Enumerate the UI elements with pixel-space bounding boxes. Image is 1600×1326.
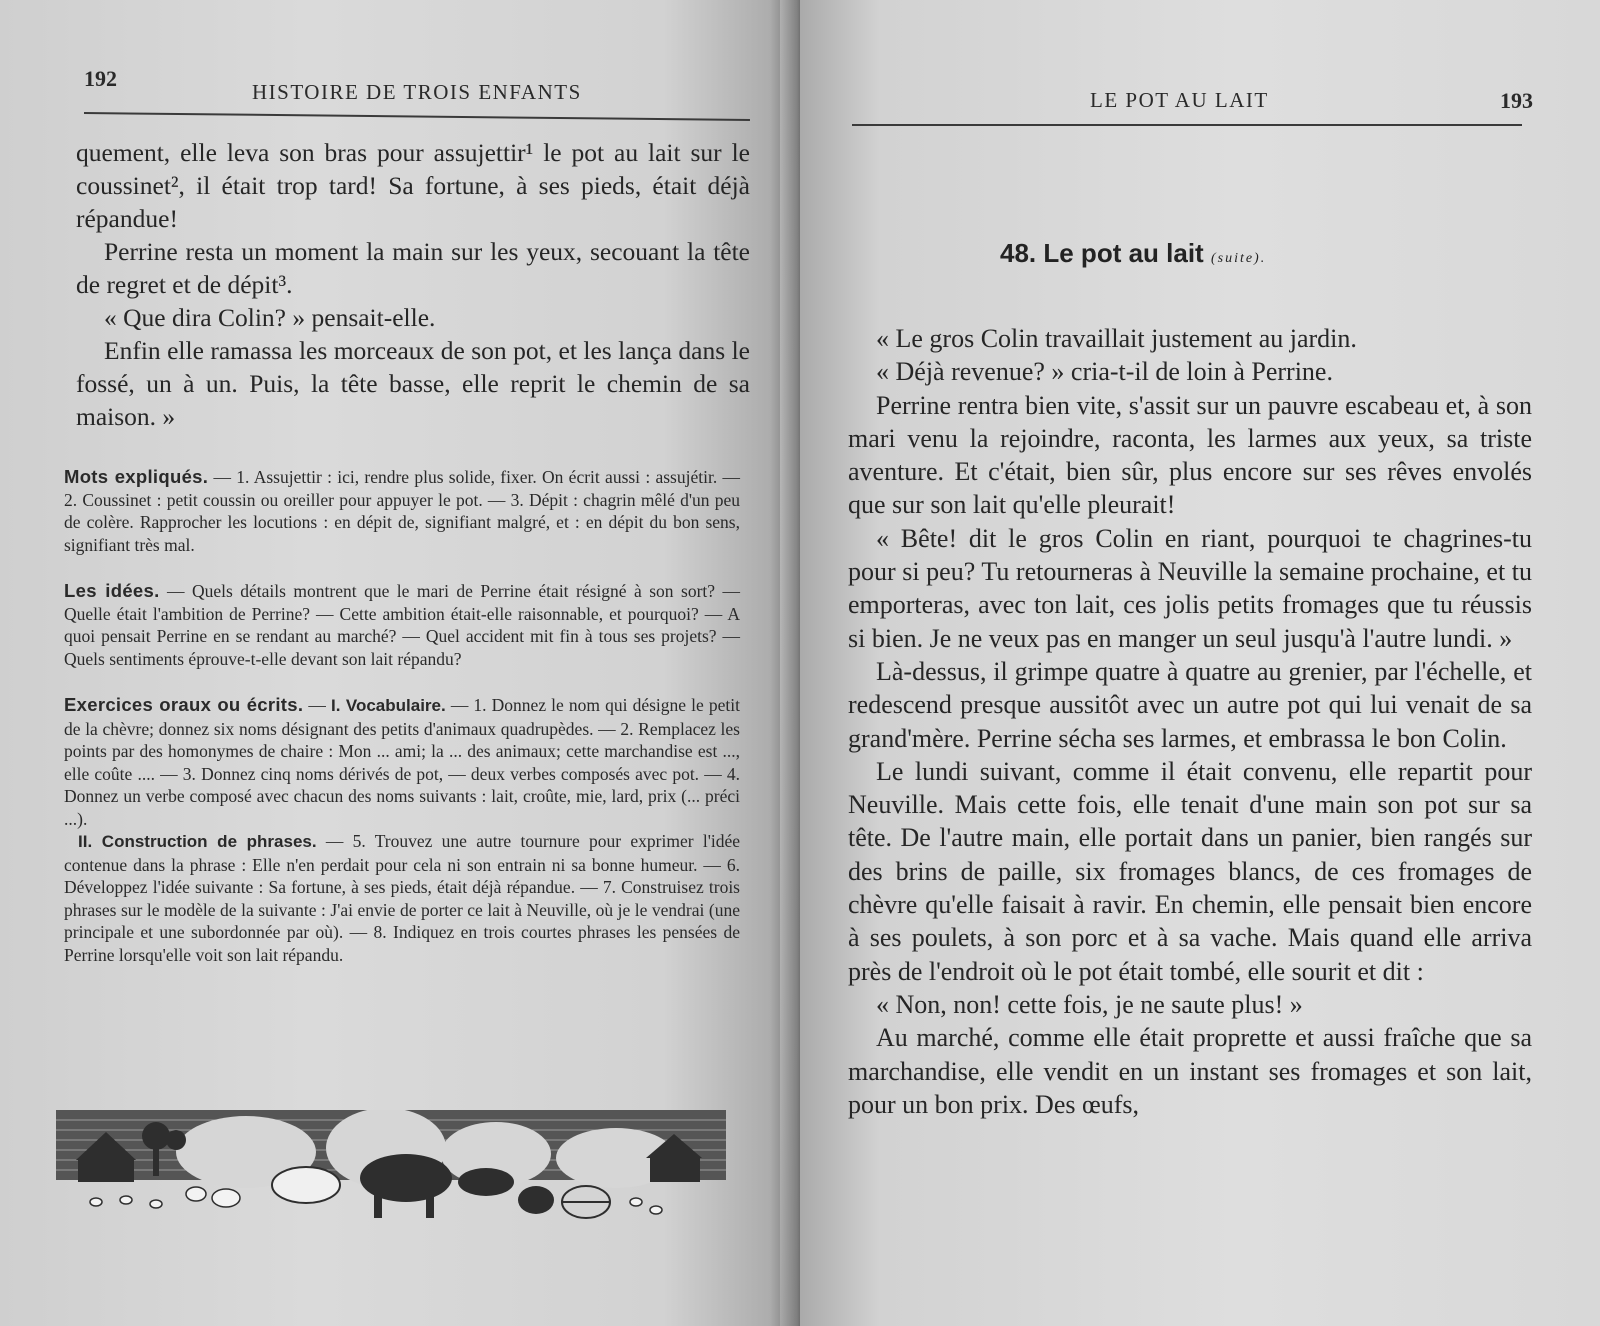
vignette-pig [272,1167,340,1203]
chapter-title-text: 48. Le pot au lait [1000,238,1204,268]
left-paragraph-1: quement, elle leva son bras pour assujettir¹ le pot au lait sur le coussinet², il était trop tard! Sa fortune, à ses pieds, était déjà répandue! [76,138,750,233]
vignette-cow [360,1154,452,1218]
right-paragraph-3: Perrine rentra bien vite, s'assit sur un pauvre escabeau et, à son mari venu la rejoindre, raconta, les larmes aux yeux, sa triste aventure. Et c'était, bien sûr, plus encore sur ses rêves envolés que sur son lait qu'elle pleurait! [848,390,1532,520]
vignette-hen [518,1186,554,1214]
mots-expliques-heading: Mots expliqués. [64,466,209,487]
farm-animals-frieze-illustration [56,1110,726,1230]
exercices-heading: Exercices oraux ou écrits. [64,694,304,715]
exercices-part2-label: II. Construction de phrases. [78,832,317,851]
les-idees-heading: Les idées. [64,580,160,601]
right-paragraph-2: « Déjà revenue? » cria-t-il de loin à Perrine. [876,357,1333,387]
right-paragraph-4: « Bête! dit le gros Colin en riant, pourquoi te chagrines-tu pour si peu? Tu retourneras à Neuville la semaine prochaine, et tu emporteras, avec ton lait, ces jolis petits fromages que tu réussis si bien. Je ne veux pas en manger un seul jusqu'à l'autre lundi. » [848,523,1532,653]
right-body-text [848,322,1532,1121]
right-paragraph-1: « Le gros Colin travaillait justement au jardin. [876,324,1357,353]
vignette-goat [458,1168,514,1196]
mots-expliques [64,466,740,556]
right-paragraph-5: Là-dessus, il grimpe quatre à quatre au grenier, par l'échelle, et redescend presque aussitôt avec un autre pot qui lui venait de sa grand'mère. Perrine sécha ses larmes, et embrassa le bon Colin. [848,656,1532,753]
right-paragraph-6: Le lundi suivant, comme il était convenu, elle repartit pour Neuville. Mais cette fois, elle tenait d'une main son pot sur sa tête. De l'autre main, elle portait dans un panier, bien rangés sur des brins de paille, six fromages blancs, de ces fromages de chèvre qu'elle faisait à ravir. En chemin, elle pensait bien encore à ses poulets, à son porc et à sa vache. Mais quand elle arriva près de l'endroit où le pot était tombé, elle sourit et dit : [848,756,1532,986]
exercices: Exercices oraux ou écrits. — I. Vocabulaire. — 1. Donnez le nom qui désigne le petit de la chèvre; donnez six noms désignant des petits d'animaux quadrupèdes. — 2. Remplacez les points par des homonymes de chaire : Mon ... ami; la ... des animaux; cette marchandise est ..., elle coûte .... — 3. Donnez cinq noms dérivés de pot, — deux verbes composés avec pot. — 4. Donnez un verbe composé avec chacun des noms suivants : lait, croûte, mie, lard, prix (... préci ...). [64,694,740,829]
left-paragraph-4: Enfin elle ramassa les morceaux de son pot, et les lança dans le fossé, un à un. Puis, la tête basse, elle reprit le chemin de sa maison. » [76,336,750,431]
les-idees [64,580,740,670]
exercices-part2-text: — 5. Trouvez une autre tournure pour exprimer l'idée contenue dans la phrase : Elle n'en perdait pour cela ni son entrain ni sa bonne humeur. — 6. Développez l'idée suivante : Sa fortune, à ses pieds, était déjà répandue. — 7. Construisez trois phrases sur le modèle de la suivante : J'ai envie de porter ce lait à Neuville, où je le vendrai (une principale et une subordonnée par où). — 8. Indiquez en trois courtes phrases les pensées de Perrine lorsqu'elle voit son lait répandu. [64,831,740,965]
mots-expliques-text: — 1. Assujettir : ici, rendre plus solide, fixer. On écrit aussi : assujétir. — 2. Coussinet : petit coussin ou oreiller pour appuyer le pot. — 3. Dépit : chagrin mêlé d'un peu de colère. Rapprocher les locutions : en dépit de, signifiant malgré, et : en dépit du bon sens, signifiant très mal. [64,467,740,555]
exercices-part2 [64,830,740,966]
chapter-title [1000,238,1266,269]
chapter-title-suffix: (suite). [1210,251,1267,266]
left-page-number: 192 [84,66,117,91]
right-page-number: 193 [1500,88,1533,113]
exercices-part1-label: I. Vocabulaire. [331,696,446,715]
right-paragraph-8: Au marché, comme elle était proprette et aussi fraîche que sa marchandise, elle vendit en un instant ses fromages et son lait, pour un bon prix. Des œufs, [848,1023,1532,1119]
exercices-part1-text: — 1. Donnez le nom qui désigne le petit de la chèvre; donnez six noms désignant des petits d'animaux quadrupèdes. — 2. Remplacez les points par des homonymes de chaire : Mon ... ami; la ... des animaux; cette marchandise est ..., elle coûte .... — 3. Donnez cinq noms dérivés de pot, — deux verbes composés avec pot. — 4. Donnez un verbe composé avec chacun des noms suivants : lait, croûte, mie, lard, prix (... préci ...). [64,695,740,829]
les-idees-text: — Quels détails montrent que le mari de Perrine était résigné à son sort? — Quelle était l'ambition de Perrine? — Cette ambition était-elle raisonnable, et pourquoi? — A quoi pensait Perrine en se rendant au marché? — Quel accident mit fin à tous ses projets? — Quels sentiments éprouve-t-elle devant son lait répandu? [64,581,740,669]
left-paragraph-2: Perrine resta un moment la main sur les yeux, secouant la tête de regret et de dépit³. [76,237,750,299]
right-running-head: LE POT AU LAIT [1090,88,1269,112]
left-notes [64,466,740,966]
right-header-rule [852,124,1522,126]
left-body-text [76,136,750,433]
vignette-basket [562,1186,610,1218]
right-paragraph-7: « Non, non! cette fois, je ne saute plus! » [876,989,1303,1019]
left-paragraph-3: « Que dira Colin? » pensait-elle. [104,303,436,332]
left-running-head: HISTOIRE DE TROIS ENFANTS [252,80,582,104]
